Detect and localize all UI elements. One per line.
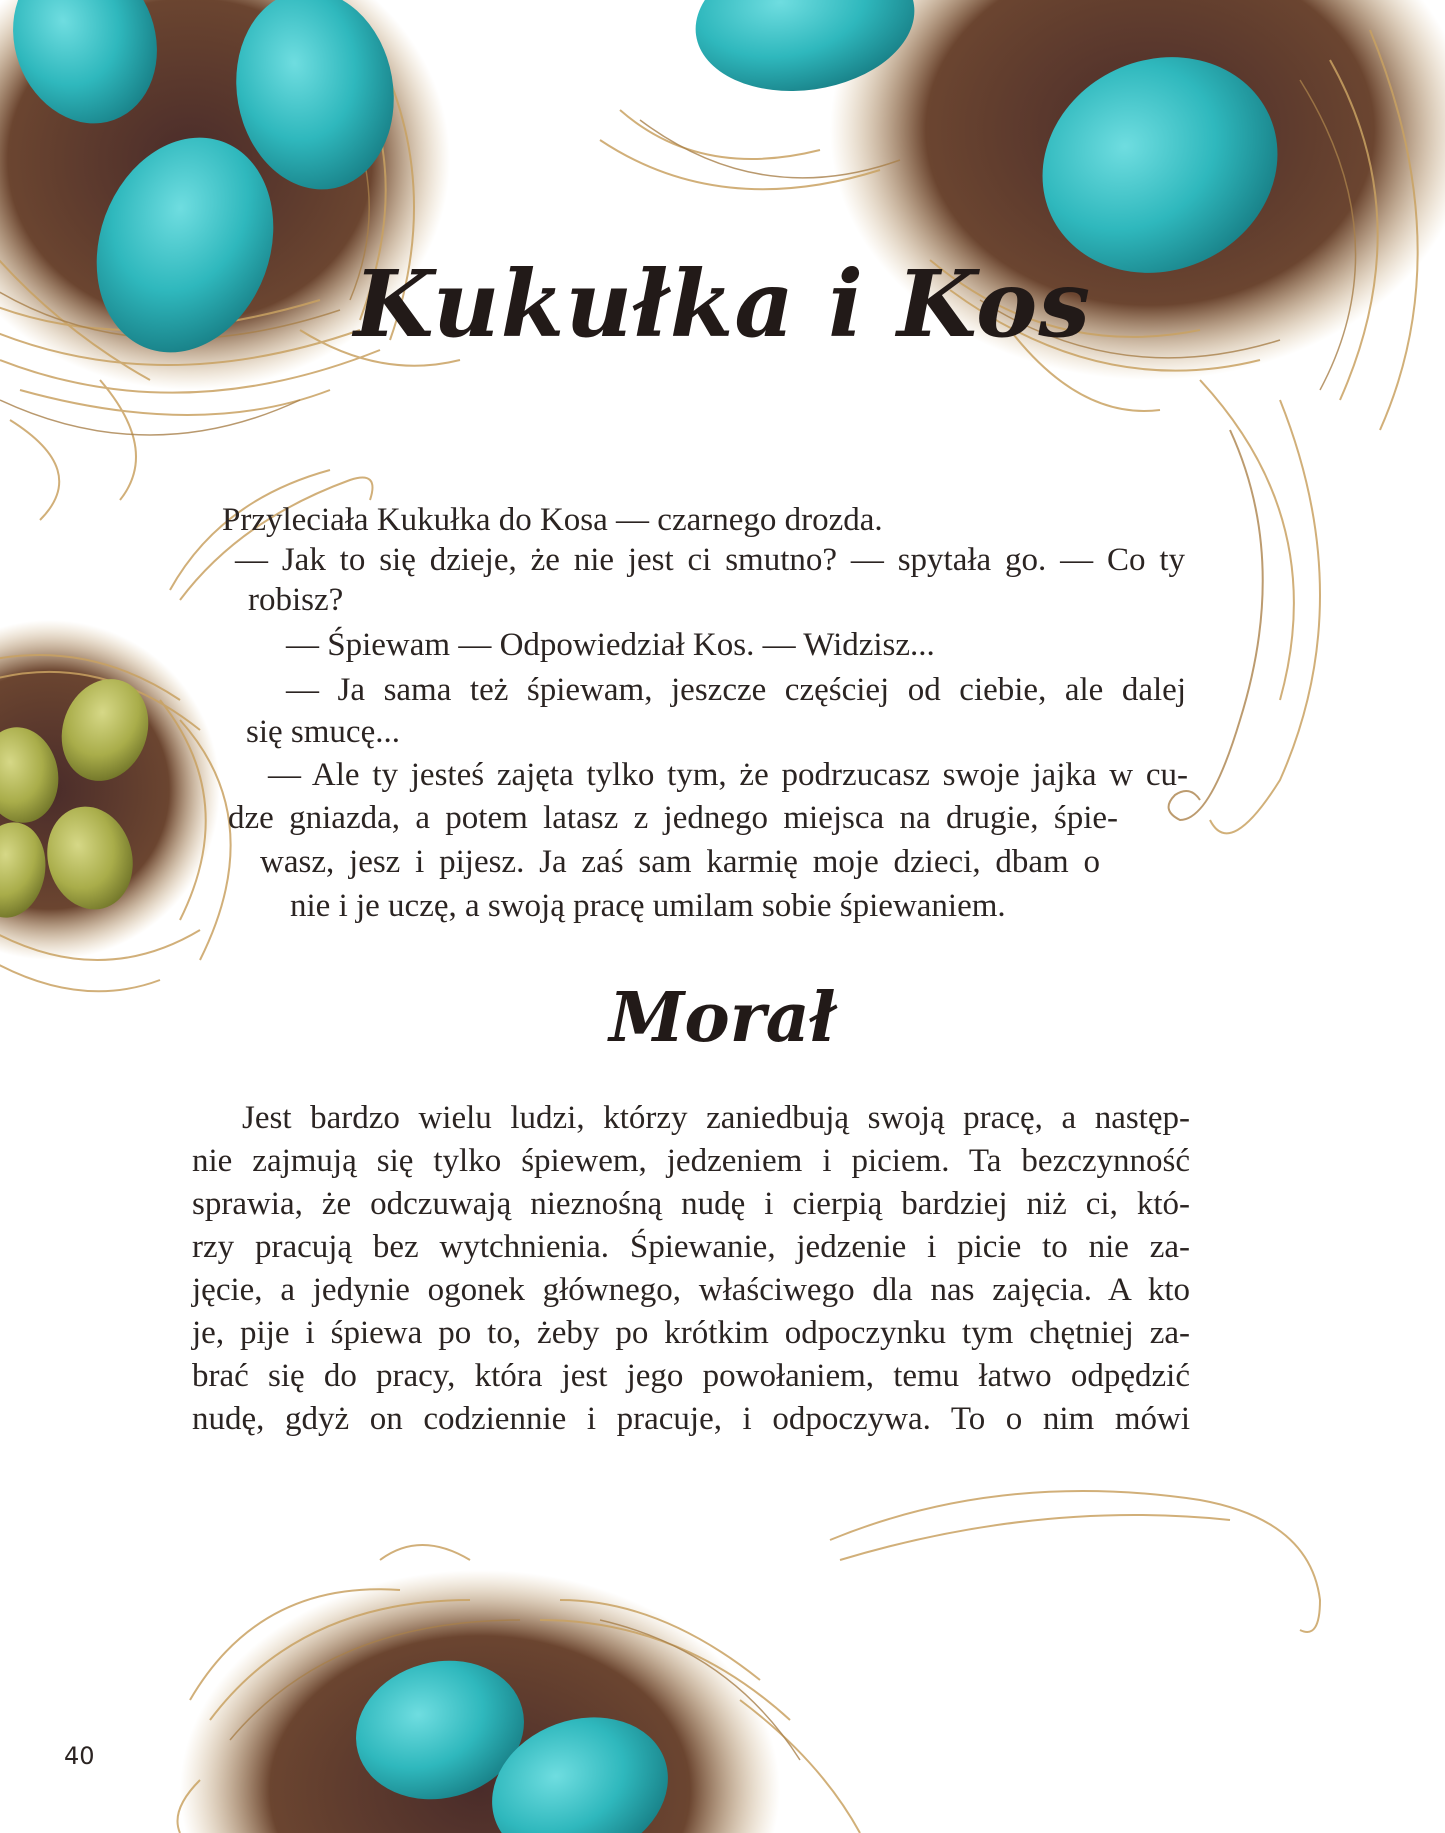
story-line: — Śpiewam — Odpowiedział Kos. — Widzisz... [286, 627, 935, 663]
story-line: — Jak to się dzieje, że nie jest ci smutno? — spytała go. — Co ty [235, 542, 1185, 578]
page-number: 40 [64, 1742, 95, 1770]
story-line: — Ale ty jesteś zajęta tylko tym, że podrzucasz swoje jajka w cu- [268, 757, 1188, 793]
moral-line: jęcie, a jedynie ogonek głównego, właściwego dla nas zajęcia. A kto [192, 1272, 1190, 1308]
moral-line: Jest bardzo wielu ludzi, którzy zaniedbują swoją pracę, a następ- [242, 1100, 1190, 1136]
page-title: Kukułka i Kos [353, 250, 1092, 358]
story-line: dze gniazda, a potem latasz z jednego miejsca na drugie, śpie- [228, 800, 1118, 836]
story-line: nie i je uczę, a swoją pracę umilam sobie śpiewaniem. [290, 888, 1006, 924]
nest-bottom [178, 1491, 1321, 1833]
story-line: robisz? [248, 582, 344, 618]
story-line: Przyleciała Kukułka do Kosa — czarnego drozda. [222, 502, 883, 538]
moral-line: nie zajmują się tylko śpiewem, jedzeniem i piciem. Ta bezczynność [192, 1143, 1190, 1179]
moral-line: je, pije i śpiewa po to, żeby po krótkim odpoczynku tym chętniej za- [192, 1315, 1190, 1351]
moral-line: brać się do pracy, która jest jego powołaniem, temu łatwo odpędzić [192, 1358, 1190, 1394]
moral-line: nudę, gdyż on codziennie i pracuje, i odpoczywa. To o nim mówi [192, 1401, 1190, 1437]
moral-title: Morał [609, 978, 836, 1058]
moral-line: rzy pracują bez wytchnienia. Śpiewanie, jedzenie i picie to nie za- [192, 1229, 1190, 1265]
story-line: — Ja sama też śpiewam, jeszcze częściej od ciebie, ale dalej [286, 672, 1186, 708]
moral-line: sprawia, że odczuwają nieznośną nudę i cierpią bardziej niż ci, któ- [192, 1186, 1190, 1222]
story-line: wasz, jesz i pijesz. Ja zaś sam karmię moje dzieci, dbam o [260, 844, 1100, 880]
story-line: się smucę... [246, 714, 400, 750]
